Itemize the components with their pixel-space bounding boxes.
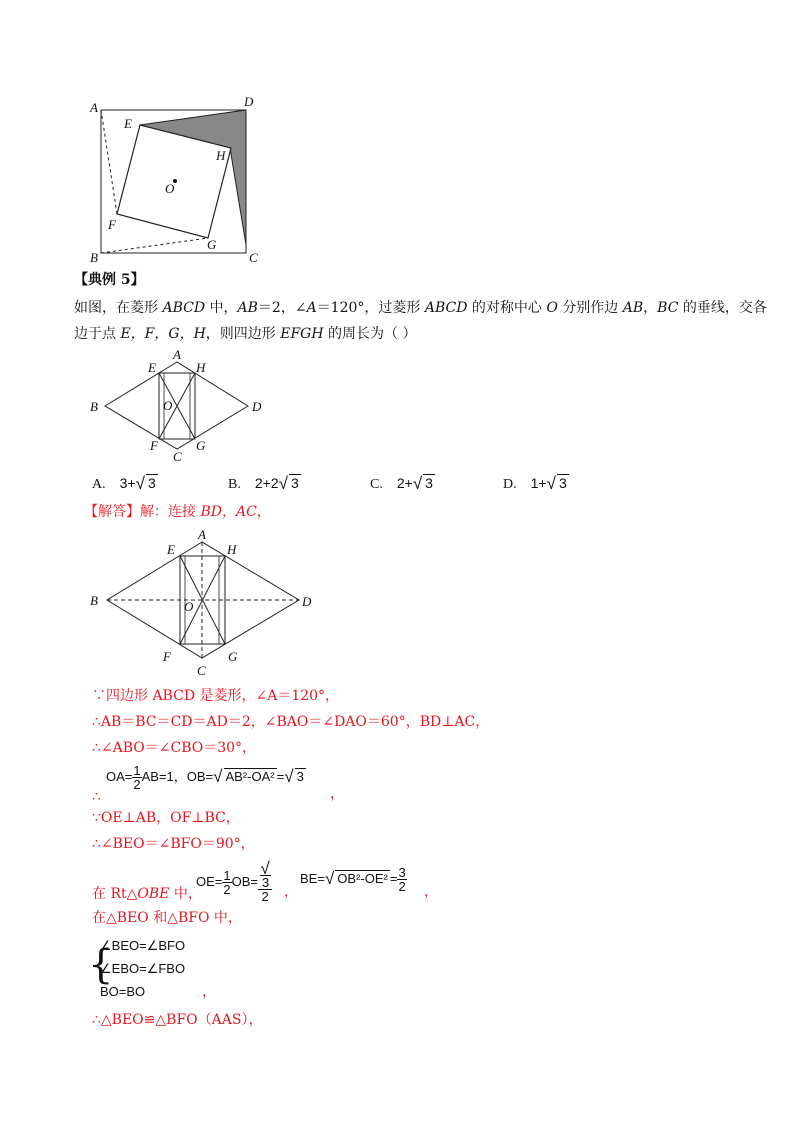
label-E: E bbox=[167, 542, 175, 557]
step-5: ∵OE⊥AB，OF⊥BC， bbox=[92, 810, 240, 826]
label-C: C bbox=[173, 449, 182, 464]
label-B: B bbox=[90, 593, 98, 608]
step-2: ∴AB＝BC＝CD＝AD＝2，∠BAO＝∠DAO＝60°，BD⊥AC， bbox=[92, 714, 490, 730]
step-7-label: 在 Rt△OBE 中， bbox=[92, 886, 202, 902]
option-a[interactable]: A. 3+√ 3 bbox=[92, 474, 156, 493]
example-title: 【典例 5】 bbox=[74, 272, 145, 288]
label-G: G bbox=[196, 438, 206, 453]
label-A: A bbox=[173, 347, 181, 362]
system-eq-3: BO=BO bbox=[100, 984, 146, 999]
option-b[interactable]: B. 2+2√ 3 bbox=[228, 474, 299, 493]
answer-header: 【解答】解：连接 BD，AC， bbox=[84, 504, 271, 520]
step-6: ∴∠BEO＝∠BFO＝90°， bbox=[92, 836, 255, 852]
system-eq-1: ∠BEO=∠BFO bbox=[100, 938, 186, 953]
step-4-therefore: ∴ bbox=[92, 789, 101, 805]
label-G: G bbox=[207, 237, 217, 252]
label-E: E bbox=[124, 116, 132, 131]
system-brace: { bbox=[88, 942, 114, 988]
label-F: F bbox=[108, 217, 116, 232]
label-F: F bbox=[150, 438, 158, 453]
step-7-comma: ， bbox=[284, 884, 298, 900]
label-B: B bbox=[90, 250, 98, 265]
step-9: ∴△BEO≌△BFO（AAS）， bbox=[92, 1012, 263, 1028]
system-end: ， bbox=[202, 984, 216, 1000]
label-C: C bbox=[249, 250, 258, 265]
label-H: H bbox=[196, 360, 206, 375]
step-4-end: ， bbox=[330, 786, 344, 802]
label-G: G bbox=[228, 649, 238, 664]
problem-line-2: 边于点 E，F，G，H，则四边形 EFGH 的周长为（ ） bbox=[74, 326, 417, 342]
system-eq-2: ∠EBO=∠FBO bbox=[100, 961, 186, 976]
step-1: ∵四边形 ABCD 是菱形，∠A＝120°， bbox=[92, 688, 340, 704]
label-D: D bbox=[244, 94, 254, 109]
label-E: E bbox=[148, 360, 156, 375]
step-7-oe: OE= $\frac{1}{2}$ OB= √ 3 2 bbox=[196, 862, 272, 903]
step-8: 在△BEO 和△BFO 中， bbox=[92, 910, 242, 926]
label-B: B bbox=[90, 399, 98, 414]
label-O: O bbox=[184, 599, 194, 614]
label-D: D bbox=[302, 594, 312, 609]
step-3: ∴∠ABO＝∠CBO＝30°， bbox=[92, 740, 257, 756]
label-A: A bbox=[90, 100, 98, 115]
label-O: O bbox=[163, 398, 173, 413]
label-A: A bbox=[198, 527, 206, 542]
problem-line-1: 如图，在菱形 ABCD 中，AB＝2，∠A＝120°，过菱形 ABCD 的对称中心 O 分别作边 AB，BC 的垂线，交各 bbox=[74, 300, 767, 316]
step-7-be: BE=√ OB²-OE² = $\frac{3}{2}$ bbox=[300, 865, 406, 894]
label-H: H bbox=[227, 542, 237, 557]
option-d[interactable]: D. 1+√ 3 bbox=[503, 474, 567, 493]
label-F: F bbox=[163, 649, 171, 664]
label-O: O bbox=[165, 181, 175, 196]
step-4-formula: OA= $\frac{1}{2}$ AB=1，OB=√ AB²-OA² =√ 3 bbox=[106, 763, 304, 792]
label-D: D bbox=[252, 399, 262, 414]
label-H: H bbox=[216, 148, 226, 163]
step-7-end: ， bbox=[424, 884, 438, 900]
option-c[interactable]: C. 2+√ 3 bbox=[370, 474, 433, 493]
label-C: C bbox=[197, 663, 206, 678]
